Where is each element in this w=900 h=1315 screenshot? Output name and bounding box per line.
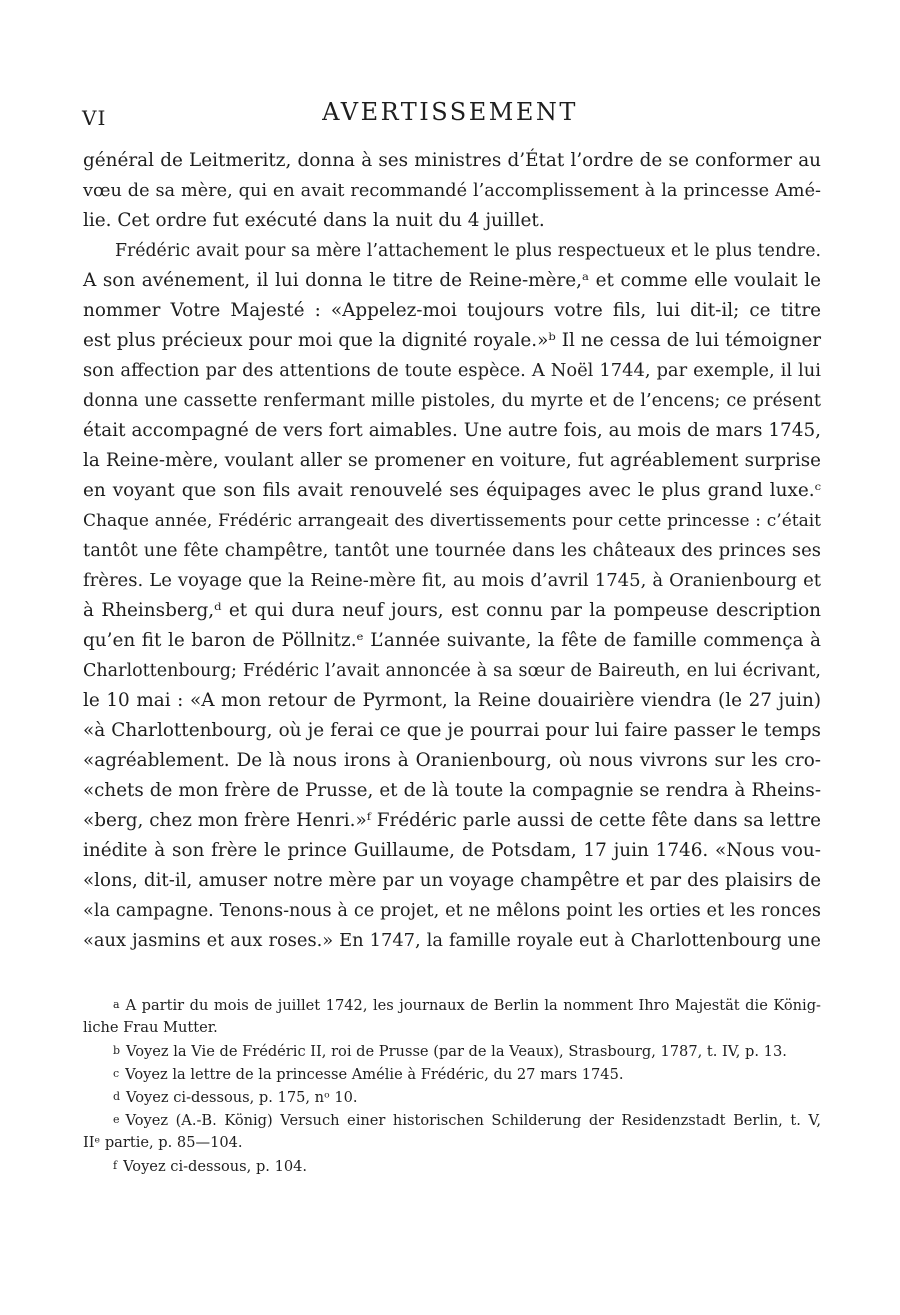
text-line: inédite à son frère le prince Guillaume, de Potsdam, 17 juin 1746. «Nous vou-	[83, 840, 821, 861]
text-line: «lons, dit-il, amuser notre mère par un voyage champêtre et par des plaisirs de	[83, 870, 821, 891]
text-line: «à Charlottenbourg, où je ferai ce que je pourrai pour lui faire passer le temps	[83, 720, 821, 741]
text-line: «la campagne. Tenons-nous à ce projet, et ne mêlons point les orties et les ronces	[83, 901, 821, 921]
text-line: «berg, chez mon frère Henri.»ᶠ Frédéric parle aussi de cette fête dans sa lettre	[83, 810, 821, 831]
text-line: «aux jasmins et aux roses.» En 1747, la famille royale eut à Charlottenbourg une	[83, 930, 821, 951]
footnote-c	[83, 1062, 821, 1085]
text-line: son affection par des attentions de toute espèce. A Noël 1744, par exemple, il lui	[83, 360, 821, 381]
text-line: tantôt une fête champêtre, tantôt une tournée dans les châteaux des princes ses	[83, 540, 821, 561]
footnote-a-continued: liche Frau Mutter.	[83, 1019, 218, 1036]
footnote-e	[83, 1108, 821, 1131]
running-title: AVERTISSEMENT	[322, 98, 578, 126]
footnote-text: A partir du mois de juillet 1742, les journaux de Berlin la nomment Ihro Majestät die König-	[125, 997, 821, 1014]
text-line: la Reine-mère, voulant aller se promener en voiture, fut agréablement surprise	[83, 450, 821, 471]
body-text	[83, 146, 821, 956]
text-line: Frédéric avait pour sa mère l’attachement le plus respectueux et le plus tendre.	[115, 241, 821, 261]
page-number: VI	[82, 106, 107, 130]
text-line: «agréablement. De là nous irons à Oranienbourg, où nous vivrons sur les cro-	[83, 750, 821, 771]
text-line: lie. Cet ordre fut exécuté dans la nuit du 4 juillet.	[83, 210, 545, 231]
footnote-text: Voyez la lettre de la princesse Amélie à Frédéric, du 27 mars 1745.	[125, 1066, 624, 1083]
text-line: est plus précieux pour moi que la dignité royale.»ᵇ Il ne cessa de lui témoigner	[83, 330, 821, 351]
text-line: était accompagné de vers fort aimables. Une autre fois, au mois de mars 1745,	[83, 420, 821, 441]
text-line: donna une cassette renfermant mille pistoles, du myrte et de l’encens; ce présent	[83, 391, 821, 411]
footnotes	[83, 993, 821, 1177]
footnote-text: Voyez ci-dessous, p. 175, nᵒ 10.	[126, 1089, 358, 1106]
text-line: à Rheinsberg,ᵈ et qui dura neuf jours, est connu par la pompeuse description	[83, 600, 821, 621]
text-line: le 10 mai : «A mon retour de Pyrmont, la Reine douairière viendra (le 27 juin)	[83, 690, 821, 711]
footnote-f	[83, 1154, 821, 1177]
text-line: vœu de sa mère, qui en avait recommandé l’accomplissement à la princesse Amé-	[83, 181, 821, 201]
text-line: «chets de mon frère de Prusse, et de là toute la compagnie se rendra à Rheins-	[83, 780, 821, 801]
footnote-mark: a	[113, 998, 120, 1011]
text-line: qu’en fit le baron de Pöllnitz.ᵉ L’année suivante, la fête de famille commença à	[83, 630, 821, 651]
text-line: Chaque année, Frédéric arrangeait des divertissements pour cette princesse : c’était	[83, 511, 821, 531]
text-line: A son avénement, il lui donna le titre de Reine-mère,ᵃ et comme elle voulait le	[83, 270, 821, 291]
text-line: frères. Le voyage que la Reine-mère fit, au mois d’avril 1745, à Oranienbourg et	[83, 570, 821, 591]
text-line: en voyant que son fils avait renouvelé ses équipages avec le plus grand luxe.ᶜ	[83, 480, 821, 501]
footnote-text: Voyez (A.-B. König) Versuch einer historischen Schilderung der Residenzstadt Berlin, t. V,	[125, 1112, 821, 1129]
footnote-mark: f	[113, 1159, 118, 1172]
footnote-text: Voyez la Vie de Frédéric II, roi de Prusse (par de la Veaux), Strasbourg, 1787, t. IV, p. 13.	[126, 1043, 787, 1060]
footnote-mark: e	[113, 1113, 120, 1126]
footnote-mark: c	[113, 1067, 120, 1080]
footnote-mark: b	[113, 1044, 121, 1057]
footnote-mark: d	[113, 1090, 121, 1103]
footnote-text: Voyez ci-dessous, p. 104.	[123, 1158, 308, 1175]
text-line: général de Leitmeritz, donna à ses ministres d’État l’ordre de se conformer au	[83, 150, 821, 171]
text-line: nommer Votre Majesté : «Appelez-moi toujours votre fils, lui dit-il; ce titre	[83, 300, 821, 321]
footnote-d	[83, 1085, 821, 1108]
footnote-e-continued: IIᵉ partie, p. 85—104.	[83, 1134, 243, 1151]
text-line: Charlottenbourg; Frédéric l’avait annoncée à sa sœur de Baireuth, en lui écrivant,	[83, 661, 821, 681]
footnote-a	[83, 993, 821, 1016]
footnote-b	[83, 1039, 821, 1062]
